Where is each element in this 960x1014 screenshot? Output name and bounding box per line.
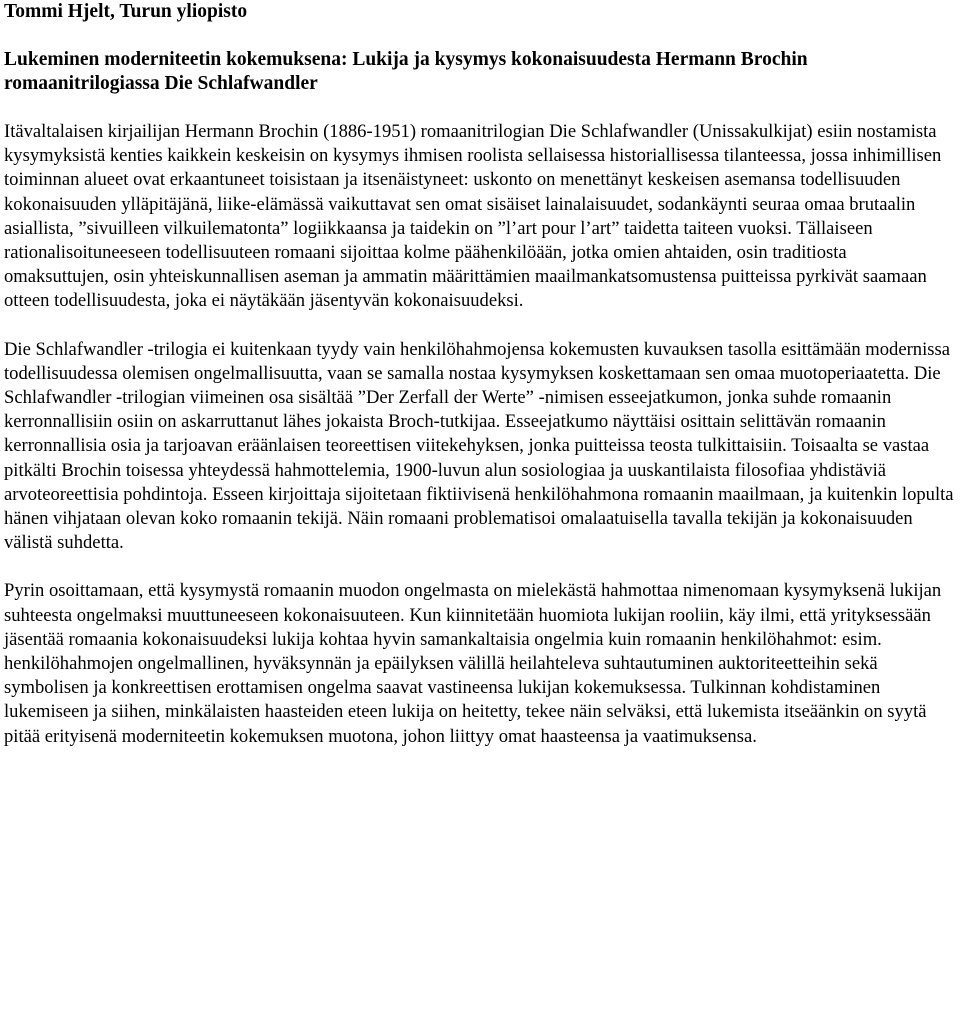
document-title: Lukeminen moderniteetin kokemuksena: Lukija ja kysymys kokonaisuudesta Hermann Brochin romaanitrilogiassa Die Schlafwandler <box>4 49 808 94</box>
paragraph-2: Die Schlafwandler -trilogia ei kuitenkaan tyydy vain henkilöhahmojensa kokemusten kuvauksen tasolla esittämään modernissa todellisuudessa olemisen ongelmallisuutta, vaan se samalla nostaa kysymyksen koskettamaan sen omaa muotoperiaatetta. Die Schlafwandler -trilogian viimeinen osa sisältää ”Der Zerfall der Werte” -nimisen esseejatkumon, jonka suhde romaanin kerronnallisiin osiin on askarruttanut lähes jokaista Broch-tutkijaa. Esseejatkumo näyttäisi osittain selittävän romaanin kerronnallisia osia ja tarjoavan eräänlaisen teoreettisen viitekehyksen, jonka puitteissa teosta tulkittaisiin. Toisaalta se vastaa pitkälti Brochin toisessa yhteydessä hahmottelemia, 1900-luvun alun sosiologiaa ja uuskantilaista filosofiaa yhdistäviä arvoteoreettisia pohdintoja. Esseen kirjoittaja sijoitetaan fiktiivisenä henkilöhahmona romaanin maailmaan, ja kuitenkin lopulta hänen vihjataan olevan koko romaanin tekijä. Näin romaani problematisoi omalaatuisella tavalla tekijän ja kokonaisuuden välistä suhdetta. <box>4 338 954 554</box>
author-line: Tommi Hjelt, Turun yliopisto <box>4 1 248 22</box>
paragraph-1: Itävaltalaisen kirjailijan Hermann Brochin (1886-1951) romaanitrilogian Die Schlafwandler (Unissakulkijat) esiin nostamista kysymyksistä kenties kaikkein keskeisin on kysymys ihmisen roolista sellaisessa historiallisessa tilanteessa, jossa inhimillisen toiminnan alueet ovat erkaantuneet toisistaan ja itsenäistyneet: uskonto on menettänyt keskeisen asemansa todellisuuden kokonaisuuden ylläpitäjänä, liike-elämässä vaikuttavat sen omat sisäiset lainalaisuudet, sodankäynti seuraa omaa brutaalin asiallista, ”sivuilleen vilkuilematonta” logiikkaansa ja taidekin on ”l’art pour l’art” taidetta taiteen vuoksi. Tällaiseen rationalisoituneeseen todellisuuteen romaani sijoittaa kolme päähenkilöään, jotka omien ahtaiden, osin traditiosta omaksuttujen, osin yhteiskunnallisen aseman ja ammatin määrittämien maailmankatsomustensa puitteissa pyrkivät saamaan otteen todellisuudesta, joka ei näytäkään jäsentyvän kokonaisuudeksi. <box>4 121 942 312</box>
paragraph-3: Pyrin osoittamaan, että kysymystä romaanin muodon ongelmasta on mielekästä hahmottaa nimenomaan kysymyksenä lukijan suhteesta ongelmaksi muuttuneeseen kokonaisuuteen. Kun kiinnitetään huomiota lukijan rooliin, käy ilmi, että yrityksessään jäsentää romaania kokonaisuudeksi lukija kohtaa hyvin samankaltaisia ongelmia kuin romaanin henkilöhahmot: esim. henkilöhahmojen ongelmallinen, hyväksynnän ja epäilyksen välillä heilahteleva suhtautuminen auktoriteetteihin sekä symbolisen ja konkreettisen erottamisen ongelma saavat vastineensa lukijan kokemuksessa. Tulkinnan kohdistaminen lukemiseen ja siihen, minkälaisten haasteiden eteen lukija on heitetty, tekee näin selväksi, että lukemista itseäänkin on syytä pitää erityisenä moderniteetin kokemuksen muotona, johon liittyy omat haasteensa ja vaatimuksensa. <box>4 580 942 747</box>
